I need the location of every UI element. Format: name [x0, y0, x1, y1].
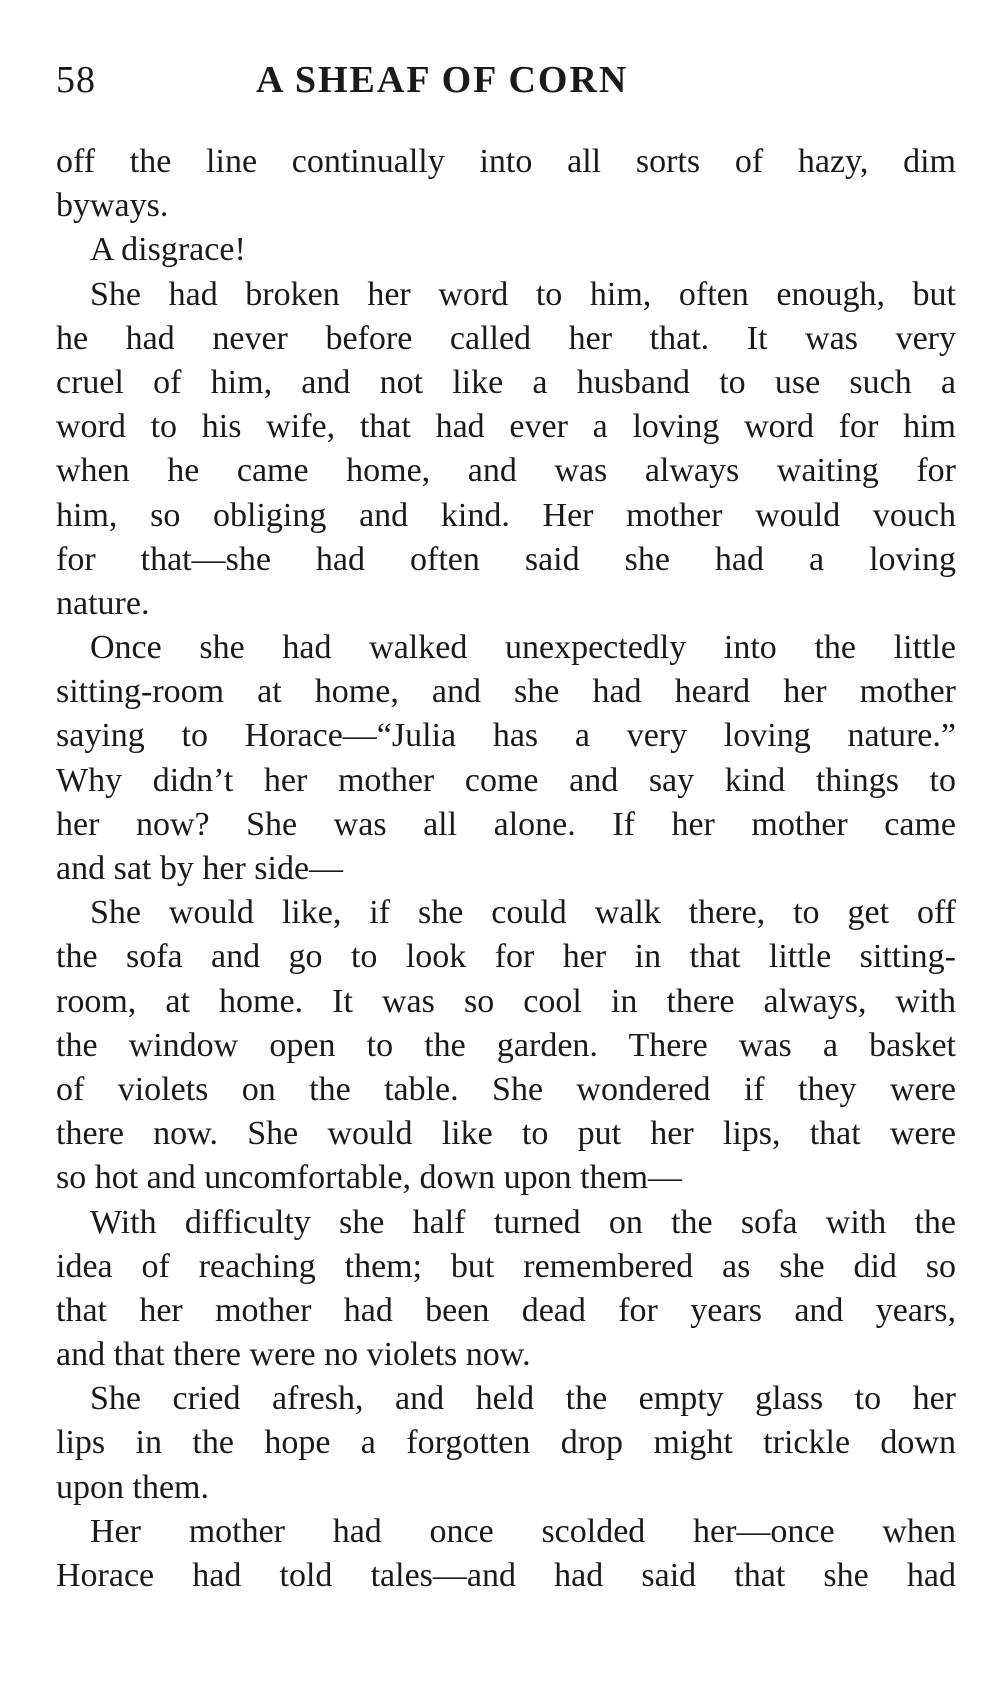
text-line: Horace had told tales—and had said that she had: [56, 1557, 956, 1594]
text-line: A disgrace!: [90, 231, 246, 269]
text-line: him, so obliging and kind. Her mother would vouch: [56, 496, 956, 534]
text-line: of violets on the table. She wondered if they were: [56, 1070, 956, 1108]
text-line: that her mother had been dead for years and years,: [56, 1291, 956, 1329]
text-line: so hot and uncomfortable, down upon them—: [56, 1159, 683, 1197]
text-line: for that—she had often said she had a loving: [56, 540, 956, 578]
text-line: She cried afresh, and held the empty glass to her: [90, 1380, 956, 1418]
text-line: saying to Horace—“Julia has a very loving nature.”: [56, 717, 956, 755]
text-line: idea of reaching them; but remembered as she did so: [56, 1247, 956, 1285]
text-line: With difficulty she half turned on the sofa with the: [90, 1203, 956, 1241]
text-line: She would like, if she could walk there, to get off: [90, 894, 956, 932]
text-line: room, at home. It was so cool in there always, with: [56, 982, 956, 1020]
text-line: sitting-room at home, and she had heard her mother: [56, 673, 956, 711]
text-line: the sofa and go to look for her in that little sitting-: [56, 938, 956, 976]
text-line: the window open to the garden. There was a basket: [56, 1026, 956, 1064]
text-line: her now? She was all alone. If her mother came: [56, 805, 956, 843]
text-line: upon them.: [56, 1468, 209, 1506]
text-line: and that there were no violets now.: [56, 1336, 531, 1374]
text-line: byways.: [56, 187, 169, 225]
page-header: [56, 58, 936, 118]
text-line: nature.: [56, 584, 150, 622]
text-line: Once she had walked unexpectedly into the little: [90, 629, 956, 667]
text-line: when he came home, and was always waiting for: [56, 452, 956, 490]
text-line: there now. She would like to put her lips, that were: [56, 1115, 956, 1153]
text-line: She had broken her word to him, often enough, but: [90, 275, 956, 313]
page-number: 58: [56, 59, 96, 101]
text-line: he had never before called her that. It was very: [56, 319, 956, 357]
text-line: and sat by her side—: [56, 850, 344, 887]
text-line: off the line continually into all sorts of hazy, dim: [56, 143, 956, 180]
text-line: cruel of him, and not like a husband to use such a: [56, 363, 956, 401]
running-title: A SHEAF OF CORN: [256, 59, 629, 101]
text-line: Why didn’t her mother come and say kind things to: [56, 761, 956, 799]
body-text: [56, 140, 956, 1598]
text-line: word to his wife, that had ever a loving word for him: [56, 408, 956, 446]
text-line: Her mother had once scolded her—once when: [90, 1512, 956, 1550]
text-line: lips in the hope a forgotten drop might trickle down: [56, 1424, 956, 1462]
